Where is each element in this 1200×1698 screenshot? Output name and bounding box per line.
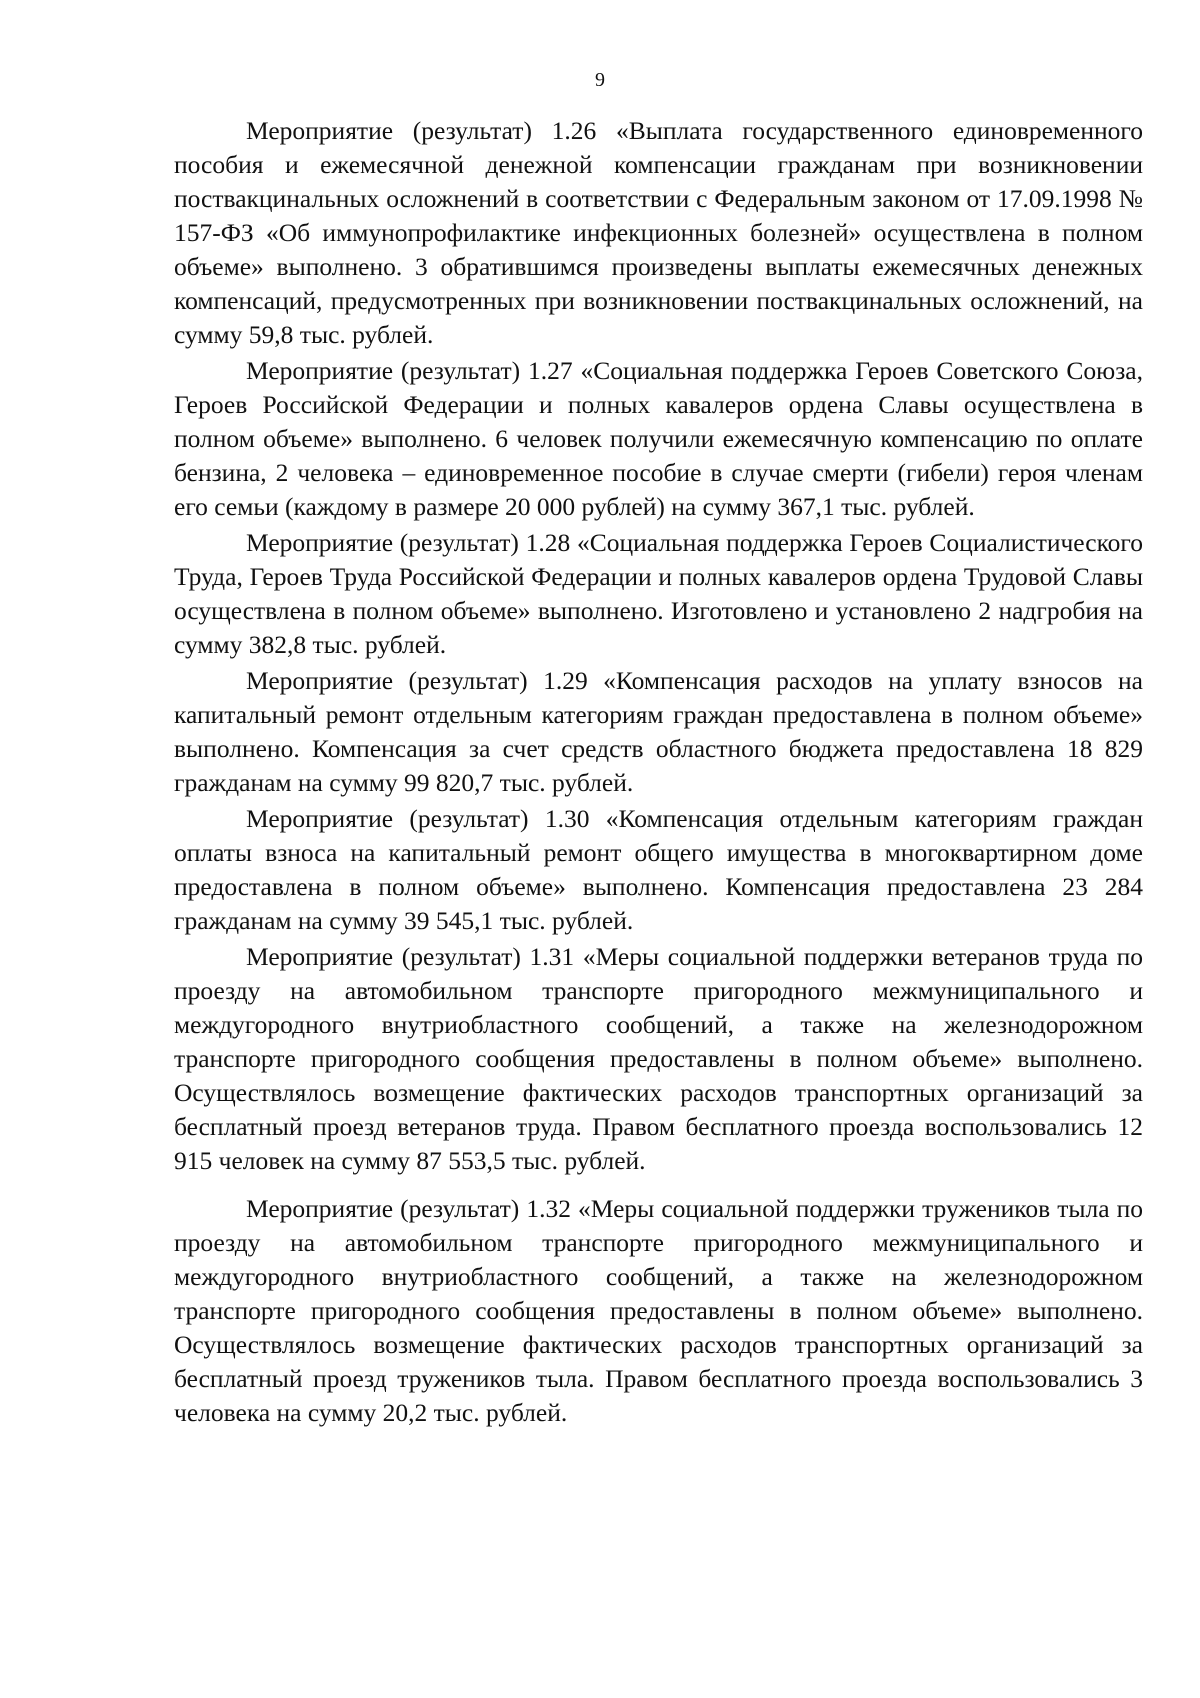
paragraph-1-32: Мероприятие (результат) 1.32 «Меры социальной поддержки тружеников тыла по проезду на автомобильном транспорте пригородного межмуниципального и междугородного внутриобластного сообщений, а также на железнодорожном транспорте пригородного сообщения предоставлены в полном объеме» выполнено. Осуществлялось возмещение фактических расходов транспортных организаций за бесплатный проезд тружеников тыла. Правом бесплатного проезда воспользовались 3 человека на сумму 20,2 тыс. рублей. [174,1194,1143,1427]
paragraph-1-26: Мероприятие (результат) 1.26 «Выплата государственного единовременного пособия и ежемесячной денежной компенсации гражданам при возникновении поствакцинальных осложнений в соответствии с Федеральным законом от 17.09.1998 № 157-ФЗ «Об иммунопрофилактике инфекционных болезней» осуществлена в полном объеме» выполнено. 3 обратившимся произведены выплаты ежемесячных денежных компенсаций, предусмотренных при возникновении поствакцинальных осложнений, на сумму 59,8 тыс. рублей. [174,116,1143,349]
paragraph-1-31: Мероприятие (результат) 1.31 «Меры социальной поддержки ветеранов труда по проезду на автомобильном транспорте пригородного межмуниципального и междугородного внутриобластного сообщений, а также на железнодорожном транспорте пригородного сообщения предоставлены в полном объеме» выполнено. Осуществлялось возмещение фактических расходов транспортных организаций за бесплатный проезд ветеранов труда. Правом бесплатного проезда воспользовались 12 915 человек на сумму 87 553,5 тыс. рублей. [174,942,1143,1175]
paragraph-1-28: Мероприятие (результат) 1.28 «Социальная поддержка Героев Социалистического Труда, Героев Труда Российской Федерации и полных кавалеров ордена Трудовой Славы осуществлена в полном объеме» выполнено. Изготовлено и установлено 2 надгробия на сумму 382,8 тыс. рублей. [174,528,1143,659]
page-number: 9 [595,69,605,91]
paragraph-1-29: Мероприятие (результат) 1.29 «Компенсация расходов на уплату взносов на капитальный ремонт отдельным категориям граждан предоставлена в полном объеме» выполнено. Компенсация за счет средств областного бюджета предоставлена 18 829 гражданам на сумму 99 820,7 тыс. рублей. [174,666,1143,797]
document-body [174,114,1143,1432]
paragraph-1-27: Мероприятие (результат) 1.27 «Социальная поддержка Героев Советского Союза, Героев Российской Федерации и полных кавалеров ордена Славы осуществлена в полном объеме» выполнено. 6 человек получили ежемесячную компенсацию по оплате бензина, 2 человека – единовременное пособие в случае смерти (гибели) героя членам его семьи (каждому в размере 20 000 рублей) на сумму 367,1 тыс. рублей. [174,356,1143,521]
paragraph-1-30: Мероприятие (результат) 1.30 «Компенсация отдельным категориям граждан оплаты взноса на капитальный ремонт общего имущества в многоквартирном доме предоставлена в полном объеме» выполнено. Компенсация предоставлена 23 284 гражданам на сумму 39 545,1 тыс. рублей. [174,804,1143,935]
